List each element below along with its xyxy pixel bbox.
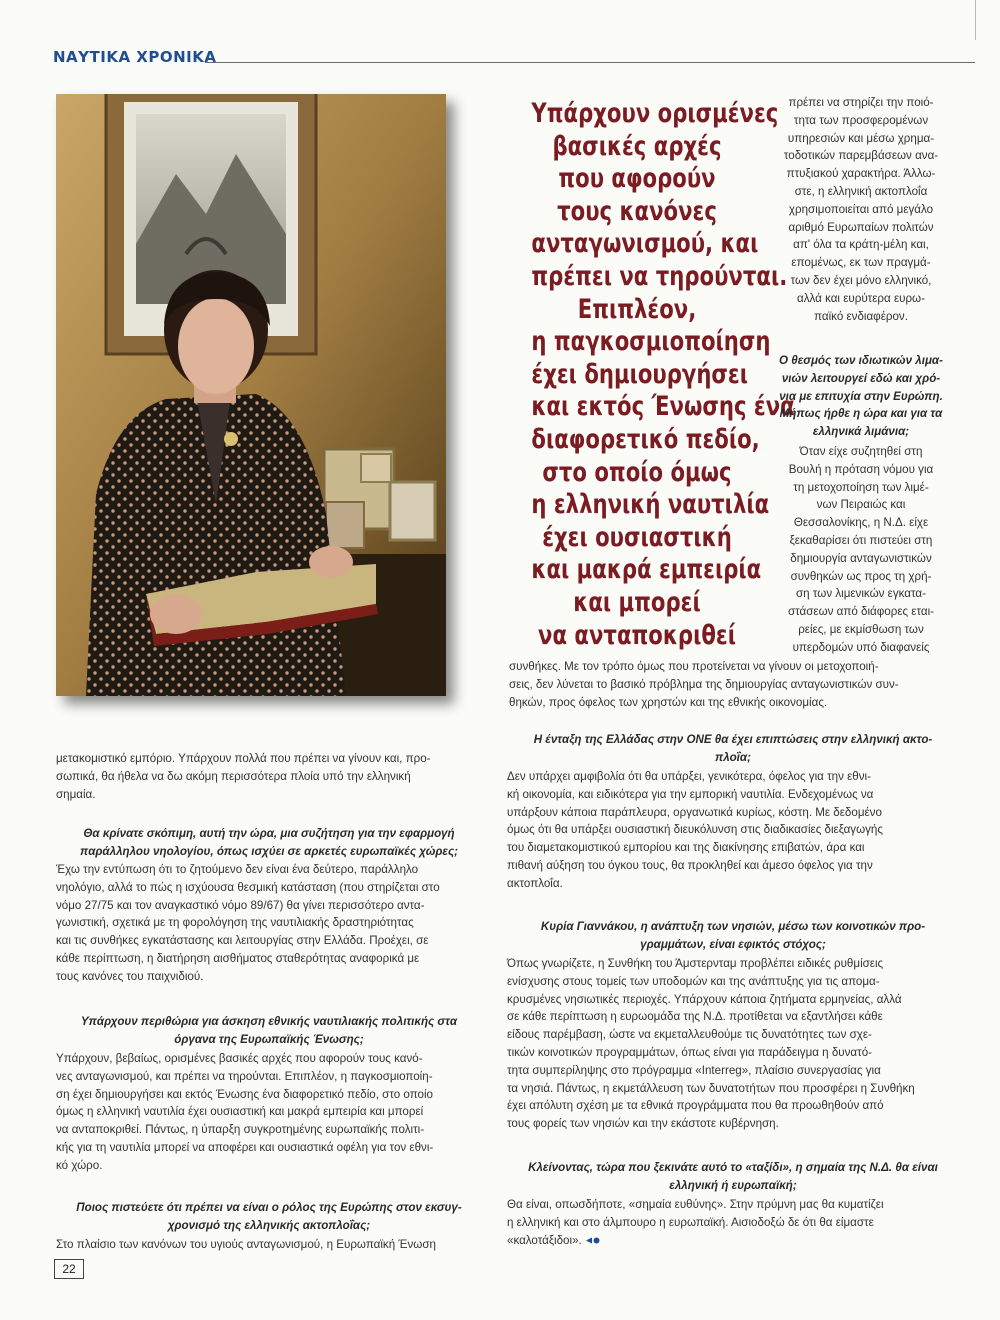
text-line: νιών λειτουργεί εδώ και χρό- bbox=[781, 371, 941, 385]
pull-quote-line: να ανταποκριθεί bbox=[538, 619, 736, 651]
pull-quote-line: Επιπλέον, bbox=[577, 293, 697, 325]
interview-answer bbox=[766, 443, 956, 657]
text-line: όργανα της Ευρωπαϊκής Ένωσης; bbox=[174, 1032, 364, 1046]
text-line: μετακομιστικό εμπόριο. Υπάρχουν πολλά που πρέπει να γίνουν και, προ- bbox=[56, 752, 431, 765]
pull-quote-line: έχει ουσιαστική bbox=[542, 521, 732, 553]
page-number: 22 bbox=[54, 1259, 84, 1279]
text-line: των δεν έχει μόνο ελληνικό, bbox=[790, 273, 932, 287]
text-line: τοδοτικών παρεμβάσεων ανα- bbox=[783, 149, 939, 163]
interview-question bbox=[56, 1013, 482, 1049]
text-line: πιθανή αύξηση του όγκου τους, θα προκληθεί και άμεσο όφελος για την bbox=[507, 858, 873, 872]
interview-answer bbox=[56, 861, 482, 986]
text-line: συνθηκών ως προς τη χρή- bbox=[790, 569, 932, 583]
text-line: να ανταποκριθεί. Πάντως, η ύπαρξη συγκροτημένης ευρωπαϊκής πολιτι- bbox=[56, 1123, 425, 1137]
text-line: χρησιμοποιείται από μεγάλο bbox=[788, 202, 934, 216]
pull-quote-line: στο οποίο όμως bbox=[542, 456, 732, 488]
text-line: η ελληνική και στο άλμπουρο η ευρωπαϊκή. Αισιοδοξώ δε ότι θα είμαστε bbox=[507, 1215, 874, 1229]
text-line: Ποιος πιστεύετε ότι πρέπει να είναι ο ρόλος της Ευρώπης στον εκσυγ- bbox=[76, 1201, 462, 1214]
text-line: πρέπει να στηρίζει την ποιό- bbox=[788, 96, 934, 109]
text-line: σημαία. bbox=[56, 787, 96, 801]
text-line: νων Πειραιώς και bbox=[816, 498, 906, 512]
text-line: υπάρξουν κάποια παράπλευρα, οργανωτικά κυρίως, κόστη. Με δεδομένο bbox=[507, 805, 882, 819]
text-line: χρονισμό της ελληνικής ακτοπλοΐας; bbox=[167, 1218, 371, 1232]
text-line: Δεν υπάρχει αμφιβολία ότι θα υπάρξει, γενικότερα, όφελος για την εθνι- bbox=[507, 770, 871, 783]
portrait-photo bbox=[56, 94, 446, 696]
final-line-text: «καλοτάξιδοι». bbox=[507, 1233, 582, 1247]
text-line: θηκών, προς όφελος των χρηστών και της εθνικής οικονομίας. bbox=[509, 695, 828, 709]
interview-answer bbox=[56, 1050, 482, 1175]
interview-answer bbox=[507, 955, 959, 1133]
interview-question bbox=[56, 825, 482, 861]
text-line: ση έχει δημιουργήσει και εκτός Ένωσης ένα διαφορετικό πεδίο, στο οποίο bbox=[56, 1087, 434, 1101]
pull-quote-line: Υπάρχουν ορισμένες bbox=[531, 98, 779, 129]
text-line: τους κανόνες του παιχνιδιού. bbox=[56, 969, 204, 983]
text-line: ακτοπλοΐα. bbox=[507, 876, 563, 890]
text-line: νια με επιτυχία στην Ευρώπη. bbox=[779, 389, 943, 403]
text-line: κρυσμένες νησιωτικές περιοχές. Υπάρχουν κάποια ζητήματα ερμηνείας, αλλά bbox=[507, 992, 902, 1006]
text-line: ση των λιμενικών εγκατα- bbox=[796, 587, 926, 601]
text-line: στε, η ελληνική ακτοπλοΐα bbox=[794, 184, 928, 198]
interview-question bbox=[766, 352, 956, 441]
text-line: ελληνικά λιμάνια; bbox=[812, 425, 910, 439]
continuation-paragraph bbox=[509, 658, 964, 711]
text-line: Κλείνοντας, τώρα που ξεκινάτε αυτό το «ταξίδι», η σημαία της Ν.Δ. θα είναι bbox=[528, 1161, 938, 1174]
magazine-section-title: ΝΑΥΤΙΚΑ ΧΡΟΝΙΚΑ bbox=[53, 48, 217, 66]
pull-quote-line: έχει δημιουργήσει bbox=[531, 358, 748, 390]
pull-quote-line: η παγκοσμιοποίηση bbox=[531, 326, 771, 358]
text-line: παράλληλου νηολογίου, όπως ισχύει σε αρκετές ευρωπαϊκές χώρες; bbox=[79, 844, 459, 858]
text-line: πτυξιακού χαρακτήρα. Άλλω- bbox=[786, 167, 936, 181]
text-line: ενίσχυσης στους τομείς των υποδομών και της ανάπτυξης για τις απομα- bbox=[507, 974, 880, 988]
text-line: γωνιστική, σχετικά με τη φορολόγηση της ναυτιλιακής δραστηριότητας bbox=[56, 916, 414, 930]
interview-question bbox=[56, 1199, 482, 1235]
text-line: Στο πλαίσιο των κανόνων του υγιούς ανταγωνισμού, η Ευρωπαϊκή Ένωση bbox=[56, 1238, 436, 1251]
interview-answer bbox=[56, 1236, 482, 1254]
text-line: πλοΐα; bbox=[715, 750, 751, 764]
text-line: ξεκαθαρίσει ότι πιστεύει στη bbox=[789, 533, 933, 547]
text-line: Ο θεσμός των ιδιωτικών λιμα- bbox=[779, 354, 943, 367]
text-line: παϊκό ενδιαφέρον. bbox=[814, 309, 908, 323]
interview-answer bbox=[507, 1196, 959, 1249]
pull-quote-line: η ελληνική ναυτιλία bbox=[531, 489, 770, 521]
text-line: τητα συμπερίληψης στο πρόγραμμα «Interreg», πλαίσιο συνεργασίας για bbox=[507, 1063, 881, 1077]
interview-answer bbox=[507, 768, 959, 893]
text-line: σε κάθε περίπτωση η ευρωομάδα της Ν.Δ. προτίθεται να εξαντλήσει κάθε bbox=[507, 1010, 883, 1024]
text-line: έχει απόλυτη σχέση με τα εθνικά προγράμματα που θα προωθηθούν από bbox=[507, 1099, 884, 1113]
interview-question bbox=[507, 731, 959, 767]
text-line: Η ένταξη της Ελλάδας στην ΟΝΕ θα έχει επιπτώσεις στην ελληνική ακτο- bbox=[533, 733, 933, 746]
text-line: Υπάρχουν περιθώρια για άσκηση εθνικής ναυτιλιακής πολιτικής στα bbox=[80, 1015, 458, 1028]
text-line: Θα είναι, οπωσδήποτε, «σημαία ευθύνης». Στην πρύμνη μας θα κυματίζει bbox=[507, 1198, 884, 1211]
text-line: τους φορείς των νησιών και την εκάστοτε κυβέρνηση. bbox=[507, 1117, 779, 1131]
text-line: όμως η ελληνική ναυτιλία έχει ουσιαστική και μακρά εμπειρία και μπορεί bbox=[56, 1105, 424, 1119]
text-line: κής για τη ναυτιλία μπορεί να αποφέρει και ουσιαστικά οφέλη για τον εθνι- bbox=[56, 1140, 434, 1154]
pull-quote-line: και εκτός Ένωσης ένα bbox=[531, 391, 795, 423]
text-line: νόμο 27/75 και τον αναγκαστικό νόμο 89/67) θα γίνει περισσότερο αντα- bbox=[56, 898, 425, 912]
pull-quote bbox=[531, 98, 795, 652]
text-line: και τις συνθήκες εγκατάστασης και λειτουργίας στην Ελλάδα. Προέχει, σε bbox=[56, 934, 429, 948]
text-line: νηολόγιο, αλλά το πώς η ισχύουσα θεσμική κατάσταση (που στηρίζεται στο bbox=[56, 880, 440, 894]
text-line: συνθήκες. Με τον τρόπο όμως που προτείνεται να γίνουν οι μετοχοποιή- bbox=[509, 660, 879, 673]
header-rule bbox=[205, 62, 975, 63]
text-line: δημιουργία ανταγωνιστικών bbox=[790, 551, 932, 565]
pull-quote-line: τους κανόνες bbox=[557, 195, 717, 227]
text-line: Έχω την εντύπωση ότι το ζητούμενο δεν είναι ένα δεύτερο, παράλληλο bbox=[56, 863, 419, 876]
text-line: Υπάρχουν, βεβαίως, ορισμένες βασικές αρχές που αφορούν τους κανό- bbox=[56, 1052, 423, 1065]
pull-quote-line: που αφορούν bbox=[558, 163, 716, 195]
text-line: όμως ότι θα υπάρξει ουσιαστική διευκόλυνση στις διαδικασίες διεξαγωγής bbox=[507, 823, 883, 837]
text-line: υπηρεσιών και μέσω χρημα- bbox=[787, 131, 935, 145]
text-line: τα νησιά. Πάντως, η εκμετάλλευση των δυνατοτήτων που προσφέρει η Συνθήκη bbox=[507, 1081, 915, 1095]
pull-quote-line: ανταγωνισμού, και bbox=[531, 228, 759, 260]
text-line: Βουλή η πρόταση νόμου για bbox=[788, 462, 934, 476]
text-line: απ' όλα τα κράτη-μέλη και, bbox=[793, 238, 929, 252]
text-line: σεις, δεν λύνεται το βασικό πρόβλημα της δημιουργίας ανταγωνιστικών συν- bbox=[509, 677, 899, 691]
text-line: αριθμό Ευρωπαίων πολιτών bbox=[788, 220, 934, 234]
text-line: υπερδομών υπό διαφανείς bbox=[792, 640, 930, 654]
text-line: του διαμετακομιστικού εμπορίου και της διακίνησης επιβατών, άρα και bbox=[507, 841, 865, 855]
text-line: στάσεων από διάφορες εται- bbox=[787, 605, 935, 619]
interview-question bbox=[507, 1159, 959, 1195]
text-line: ρείες, με εκμίσθωση των bbox=[798, 622, 924, 636]
page-edge-mark bbox=[975, 0, 976, 40]
text-line: Κυρία Γιαννάκου, η ανάπτυξη των νησιών, μέσω των κοινοτικών προ- bbox=[540, 920, 926, 933]
text-line: τη μετοχοποίηση των λιμέ- bbox=[793, 480, 929, 494]
interview-question bbox=[507, 918, 959, 954]
text-line: κό χώρο. bbox=[56, 1158, 103, 1172]
left-intro-paragraph bbox=[56, 750, 482, 803]
text-line: επομένως, εκ των πραγμά- bbox=[791, 256, 931, 270]
text-line: Μήπως ήρθε η ώρα και για τα bbox=[779, 407, 943, 421]
text-line: Θα κρίνατε σκόπιμη, αυτή την ώρα, μια συζήτηση για την εφαρμογή bbox=[83, 827, 455, 840]
text-line: ελληνική ή ευρωπαϊκή; bbox=[669, 1178, 797, 1192]
portrait-photo-illustration bbox=[56, 94, 446, 696]
text-line: κή οικονομία, και ειδικότερα για την εμπορική ναυτιλία. Ενδεχομένως να bbox=[507, 787, 874, 801]
text-line: σωπικά, θα ήθελα να δω ακόμη περισσότερα πλοία υπό την ελληνική bbox=[56, 769, 411, 783]
text-line: Όταν είχε συζητηθεί στη bbox=[799, 445, 923, 458]
text-line: γραμμάτων, είναι εφικτός στόχος; bbox=[640, 937, 826, 951]
pull-quote-line: πρέπει να τηρούνται. bbox=[531, 260, 788, 292]
pull-quote-line: και μπορεί bbox=[573, 586, 701, 618]
text-line: αλλά και ευρύτερα ευρω- bbox=[797, 291, 925, 305]
right-column-paragraph bbox=[766, 94, 956, 325]
text-line: είδους παρέμβαση, ώστε να εκμεταλλευθούμε τις δυνατότητες των σχε- bbox=[507, 1028, 872, 1042]
text-line: Θεσσαλονίκης, η Ν.Δ. είχε bbox=[793, 516, 929, 530]
text-line bbox=[507, 1232, 959, 1250]
text-line: Όπως γνωρίζετε, η Συνθήκη του Άμστερνταμ προβλέπει ειδικές ρυθμίσεις bbox=[507, 957, 884, 970]
text-line: τητα των προσφερομένων bbox=[793, 113, 929, 127]
pull-quote-line: βασικές αρχές bbox=[552, 130, 722, 162]
text-line: νες ανταγωνισμού, και πρέπει να τηρούνται. Επιπλέον, η παγκοσμιοποίη- bbox=[56, 1069, 433, 1083]
pull-quote-line: και μακρά εμπειρία bbox=[531, 554, 762, 586]
text-line: κάθε περίπτωση, η διατήρηση αισθήματος σταθερότητας αναφορικά με bbox=[56, 951, 420, 965]
pull-quote-line: διαφορετικό πεδίο, bbox=[531, 423, 760, 455]
end-of-article-icon bbox=[586, 1237, 600, 1244]
text-line: τικών κοινοτικών προγραμμάτων, όπως είναι για παράδειγμα η δυνατό- bbox=[507, 1045, 873, 1059]
